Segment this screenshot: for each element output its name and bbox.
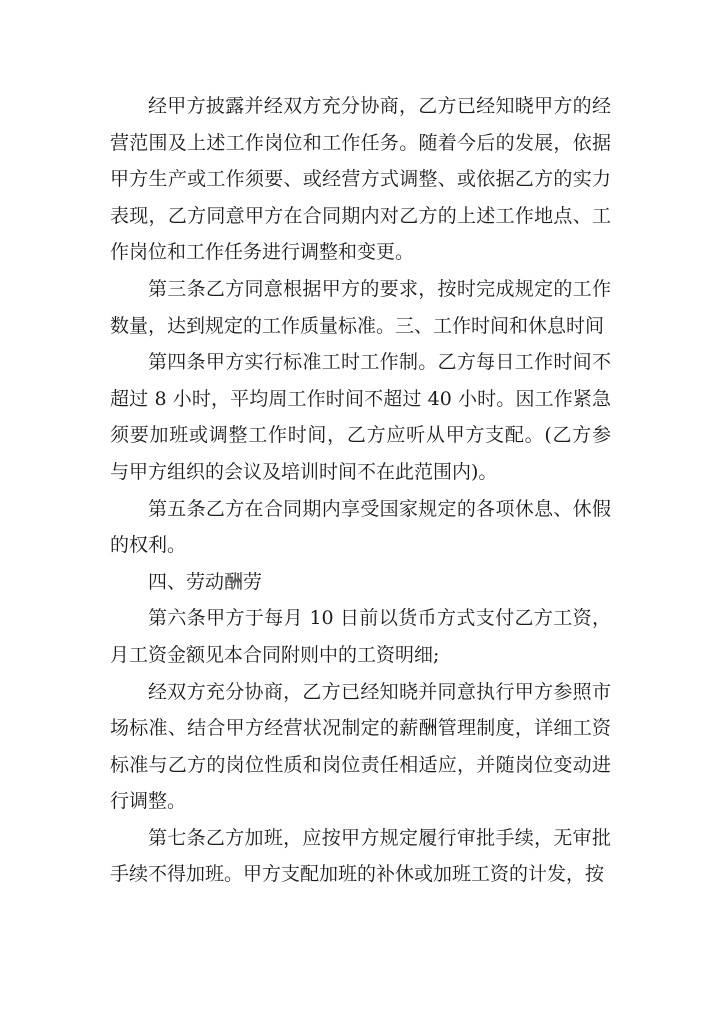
section-heading: 四、劳动酬劳 [148,570,263,593]
paragraph: 第三条乙方同意根据甲方的要求，按时完成规定的工作数量，达到规定的工作质量标准。三、工作时间和休息时间 [110,277,611,337]
paragraph: 经甲方披露并经双方充分协商，乙方已经知晓甲方的经营范围及上述工作岗位和工作任务。随着今后的发展，依据甲方生产或工作须要、或经营方式调整、或依据乙方的实力表现，乙方同意甲方在合同期内对乙方的上述工作地点、工作岗位和工作任务进行调整和变更。 [110,95,611,264]
document-body [110,88,611,893]
paragraph: 第六条甲方于每月 10 日前以货币方式支付乙方工资，月工资金额见本合同附则中的工资明细; [110,607,611,666]
paragraph: 经双方充分协商，乙方已经知晓并同意执行甲方参照市场标准、结合甲方经营状况制定的薪酬管理制度，详细工资标准与乙方的岗位性质和岗位责任相适应，并随岗位变动进行调整。 [110,680,611,813]
paragraph: 第四条甲方实行标准工时工作制。乙方每日工作时间不超过 8 小时，平均周工作时间不超过 40 小时。因工作紧急须要加班或调整工作时间，乙方应听从甲方支配。(乙方参与甲方组织的会议及培训时间不在此范围内)。 [110,351,611,483]
paragraph: 第五条乙方在合同期内享受国家规定的各项休息、休假的权利。 [110,497,611,557]
paragraph: 第七条乙方加班，应按甲方规定履行审批手续，无审批手续不得加班。甲方支配加班的补休或加班工资的计发，按 [110,826,611,886]
